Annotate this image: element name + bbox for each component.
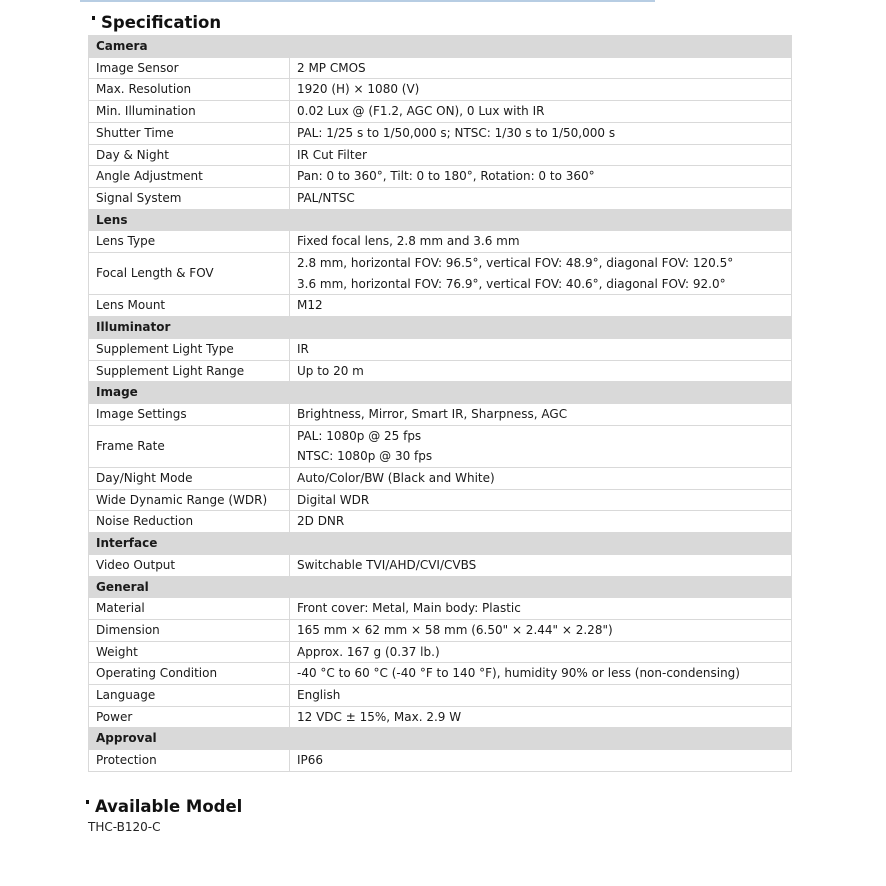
spec-value bbox=[290, 706, 792, 728]
spec-value bbox=[290, 598, 792, 620]
spec-value bbox=[290, 187, 792, 209]
spec-row bbox=[89, 511, 792, 533]
spec-label: Max. Resolution bbox=[89, 79, 290, 101]
spec-value-line: -40 °C to 60 °C (-40 °F to 140 °F), humidity 90% or less (non-condensing) bbox=[297, 666, 740, 681]
spec-value-line: 0.02 Lux @ (F1.2, AGC ON), 0 Lux with IR bbox=[297, 104, 545, 119]
section-title: Image bbox=[89, 382, 290, 404]
spec-label: Shutter Time bbox=[89, 122, 290, 144]
spec-row bbox=[89, 554, 792, 576]
spec-label: Protection bbox=[89, 750, 290, 772]
spec-row bbox=[89, 706, 792, 728]
spec-label: Video Output bbox=[89, 554, 290, 576]
spec-row bbox=[89, 338, 792, 360]
spec-label: Image Sensor bbox=[89, 57, 290, 79]
spec-value bbox=[290, 166, 792, 188]
section-title: Illuminator bbox=[89, 317, 290, 339]
specification-title: Specification bbox=[101, 13, 222, 32]
spec-label: Day & Night bbox=[89, 144, 290, 166]
spec-row bbox=[89, 122, 792, 144]
spec-label: Angle Adjustment bbox=[89, 166, 290, 188]
available-model-heading bbox=[86, 797, 242, 816]
spec-row bbox=[89, 468, 792, 490]
section-title-spacer bbox=[290, 317, 792, 339]
spec-value bbox=[290, 685, 792, 707]
spec-value-line: Switchable TVI/AHD/CVI/CVBS bbox=[297, 557, 477, 572]
section-header-row bbox=[89, 209, 792, 231]
section-header-row bbox=[89, 382, 792, 404]
section-header-row bbox=[89, 728, 792, 750]
spec-label: Wide Dynamic Range (WDR) bbox=[89, 489, 290, 511]
spec-value-line: IR bbox=[297, 341, 309, 356]
spec-value-line: PAL/NTSC bbox=[297, 190, 355, 205]
section-title-spacer bbox=[290, 36, 792, 58]
spec-value bbox=[290, 489, 792, 511]
spec-value bbox=[290, 253, 792, 295]
spec-value-line: IP66 bbox=[297, 753, 324, 768]
spec-value-line: PAL: 1080p @ 25 fps bbox=[297, 428, 422, 443]
spec-label: Lens Type bbox=[89, 231, 290, 253]
spec-label: Focal Length & FOV bbox=[89, 253, 290, 295]
spec-value-line: Front cover: Metal, Main body: Plastic bbox=[297, 601, 521, 616]
spec-row bbox=[89, 750, 792, 772]
spec-value bbox=[290, 79, 792, 101]
spec-row bbox=[89, 403, 792, 425]
section-title-spacer bbox=[290, 533, 792, 555]
bullet-icon bbox=[92, 16, 95, 20]
spec-row bbox=[89, 425, 792, 467]
spec-label: Signal System bbox=[89, 187, 290, 209]
section-title-spacer bbox=[290, 576, 792, 598]
section-title: Approval bbox=[89, 728, 290, 750]
spec-label: Operating Condition bbox=[89, 663, 290, 685]
available-model-title: Available Model bbox=[95, 797, 243, 816]
spec-label: Frame Rate bbox=[89, 425, 290, 467]
spec-value bbox=[290, 663, 792, 685]
spec-value bbox=[290, 144, 792, 166]
spec-value-line: PAL: 1/25 s to 1/50,000 s; NTSC: 1/30 s to 1/50,000 s bbox=[297, 125, 616, 140]
spec-value-line: Auto/Color/BW (Black and White) bbox=[297, 471, 495, 485]
spec-label: Weight bbox=[89, 641, 290, 663]
spec-value bbox=[290, 511, 792, 533]
spec-row bbox=[89, 641, 792, 663]
spec-label: Lens Mount bbox=[89, 295, 290, 317]
section-header-row bbox=[89, 533, 792, 555]
section-title-spacer bbox=[290, 382, 792, 404]
section-title: Camera bbox=[89, 36, 290, 58]
spec-label: Language bbox=[89, 685, 290, 707]
spec-value bbox=[290, 338, 792, 360]
spec-value-line: English bbox=[297, 688, 341, 703]
spec-row bbox=[89, 144, 792, 166]
spec-row bbox=[89, 57, 792, 79]
spec-row bbox=[89, 489, 792, 511]
spec-value-line: M12 bbox=[297, 298, 323, 313]
bullet-icon bbox=[86, 800, 89, 804]
spec-value bbox=[290, 101, 792, 123]
spec-value-line: 165 mm × 62 mm × 58 mm (6.50" × 2.44" × 2.28") bbox=[297, 622, 613, 637]
section-title: Lens bbox=[89, 209, 290, 231]
spec-value-line: 1920 (H) × 1080 (V) bbox=[297, 82, 420, 97]
spec-value-line: Up to 20 m bbox=[297, 363, 364, 378]
spec-row bbox=[89, 79, 792, 101]
spec-row bbox=[89, 187, 792, 209]
spec-value-line: Approx. 167 g (0.37 lb.) bbox=[297, 644, 440, 659]
spec-value-line: Digital WDR bbox=[297, 492, 370, 507]
spec-row bbox=[89, 685, 792, 707]
spec-row bbox=[89, 598, 792, 620]
spec-value-line: NTSC: 1080p @ 30 fps bbox=[297, 449, 433, 464]
spec-label: Material bbox=[89, 598, 290, 620]
spec-value-line: Fixed focal lens, 2.8 mm and 3.6 mm bbox=[297, 234, 520, 249]
spec-row bbox=[89, 253, 792, 295]
section-header-row bbox=[89, 36, 792, 58]
spec-value bbox=[290, 57, 792, 79]
spec-value bbox=[290, 641, 792, 663]
spec-value bbox=[290, 403, 792, 425]
spec-row bbox=[89, 295, 792, 317]
model-name: THC-B120-C bbox=[88, 820, 161, 834]
spec-label: Day/Night Mode bbox=[89, 468, 290, 490]
section-title: General bbox=[89, 576, 290, 598]
spec-row bbox=[89, 619, 792, 641]
spec-label: Supplement Light Range bbox=[89, 360, 290, 382]
specification-table bbox=[88, 35, 792, 772]
spec-value-line: Pan: 0 to 360°, Tilt: 0 to 180°, Rotation: 0 to 360° bbox=[297, 169, 595, 184]
spec-value-line: Brightness, Mirror, Smart IR, Sharpness, AGC bbox=[297, 406, 568, 421]
top-divider bbox=[80, 0, 655, 2]
spec-value-line: 2 MP CMOS bbox=[297, 60, 366, 75]
spec-value bbox=[290, 554, 792, 576]
spec-row bbox=[89, 663, 792, 685]
spec-row bbox=[89, 231, 792, 253]
spec-label: Power bbox=[89, 706, 290, 728]
section-header-row bbox=[89, 317, 792, 339]
spec-value-line: 2.8 mm, horizontal FOV: 96.5°, vertical FOV: 48.9°, diagonal FOV: 120.5° bbox=[297, 256, 734, 271]
spec-value bbox=[290, 360, 792, 382]
section-title: Interface bbox=[89, 533, 290, 555]
spec-value-line: IR Cut Filter bbox=[297, 147, 367, 162]
spec-value bbox=[290, 468, 792, 490]
spec-value bbox=[290, 231, 792, 253]
spec-value-line: 12 VDC ± 15%, Max. 2.9 W bbox=[297, 709, 462, 724]
spec-value bbox=[290, 295, 792, 317]
spec-row bbox=[89, 360, 792, 382]
spec-value-line: 3.6 mm, horizontal FOV: 76.9°, vertical FOV: 40.6°, diagonal FOV: 92.0° bbox=[297, 276, 726, 291]
spec-value-line: 2D DNR bbox=[297, 514, 345, 529]
spec-value bbox=[290, 619, 792, 641]
section-header-row bbox=[89, 576, 792, 598]
specification-heading bbox=[92, 13, 221, 32]
spec-label: Image Settings bbox=[89, 403, 290, 425]
spec-label: Noise Reduction bbox=[89, 511, 290, 533]
spec-label: Min. Illumination bbox=[89, 101, 290, 123]
spec-value bbox=[290, 425, 792, 467]
section-title-spacer bbox=[290, 728, 792, 750]
spec-label: Dimension bbox=[89, 619, 290, 641]
spec-label: Supplement Light Type bbox=[89, 338, 290, 360]
spec-value bbox=[290, 122, 792, 144]
spec-row bbox=[89, 101, 792, 123]
spec-row bbox=[89, 166, 792, 188]
section-title-spacer bbox=[290, 209, 792, 231]
spec-value bbox=[290, 750, 792, 772]
